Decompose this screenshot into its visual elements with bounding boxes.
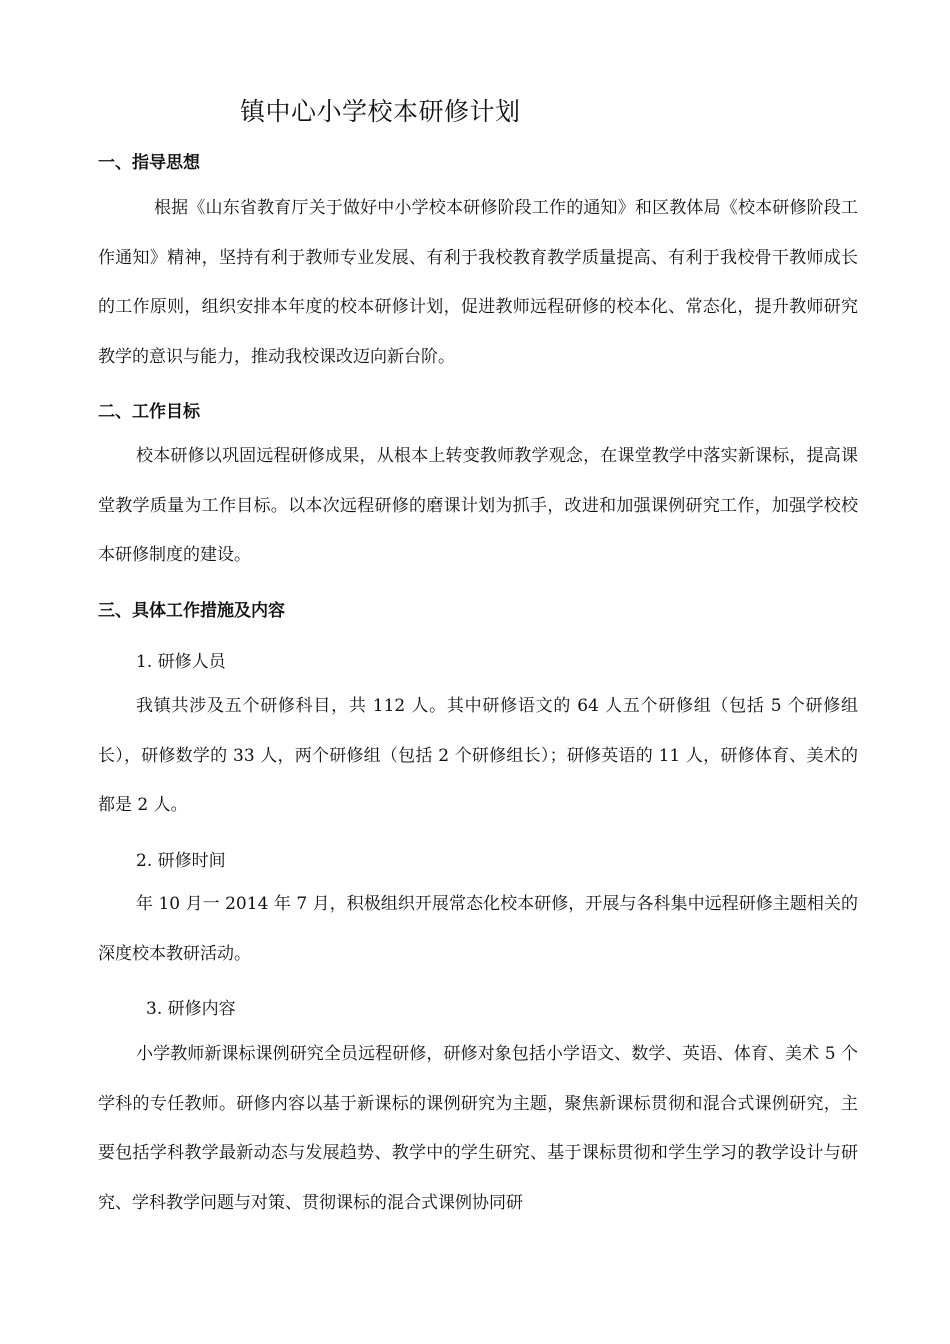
- subsection-label-personnel: 1. 研修人员: [136, 652, 226, 672]
- subsection-label-content: 3. 研修内容: [146, 999, 236, 1019]
- section-heading-guiding-ideology: 一、指导思想: [98, 153, 200, 173]
- section-heading-work-goals: 二、工作目标: [98, 402, 200, 422]
- subsection-paragraph-time: 年 10 月一 2014 年 7 月，积极组织开展常态化校本研修，开展与各科集中远程研修主题相关的深度校本教研活动。: [98, 894, 858, 964]
- section-paragraph-guiding-ideology: 根据《山东省教育厅关于做好中小学校本研修阶段工作的通知》和区教体局《校本研修阶段工作通知》精神，坚持有利于教师专业发展、有利于我校教育教学质量提高、有利于我校骨干教师成长的工作原则，组织安排本年度的校本研修计划，促进教师远程研修的校本化、常态化，提升教师研究教学的意识与能力，推动我校课改迈向新台阶。: [98, 198, 858, 367]
- subsection-label-time: 2. 研修时间: [136, 851, 226, 871]
- section-heading-measures: 三、具体工作措施及内容: [98, 601, 285, 621]
- subsection-paragraph-personnel: 我镇共涉及五个研修科目，共 112 人。其中研修语文的 64 人五个研修组（包括 5 个研修组长），研修数学的 33 人，两个研修组（包括 2 个研修组长）；研修英语的 11 人，研修体育、美术的都是 2 人。: [98, 696, 858, 815]
- subsection-paragraph-content: 小学教师新课标课例研究全员远程研修，研修对象包括小学语文、数学、英语、体育、美术 5 个学科的专任教师。研修内容以基于新课标的课例研究为主题，聚焦新课标贯彻和混合式课例研究，主要包括学科教学最新动态与发展趋势、教学中的学生研究、基于课标贯彻和学生学习的教学设计与研究、学科教学问题与对策、贯彻课标的混合式课例协同研: [98, 1044, 858, 1213]
- document-title: 镇中心小学校本研修计划: [240, 97, 521, 126]
- section-paragraph-work-goals: 校本研修以巩固远程研修成果，从根本上转变教师教学观念，在课堂教学中落实新课标，提高课堂教学质量为工作目标。以本次远程研修的磨课计划为抓手，改进和加强课例研究工作，加强学校校本研修制度的建设。: [98, 446, 858, 565]
